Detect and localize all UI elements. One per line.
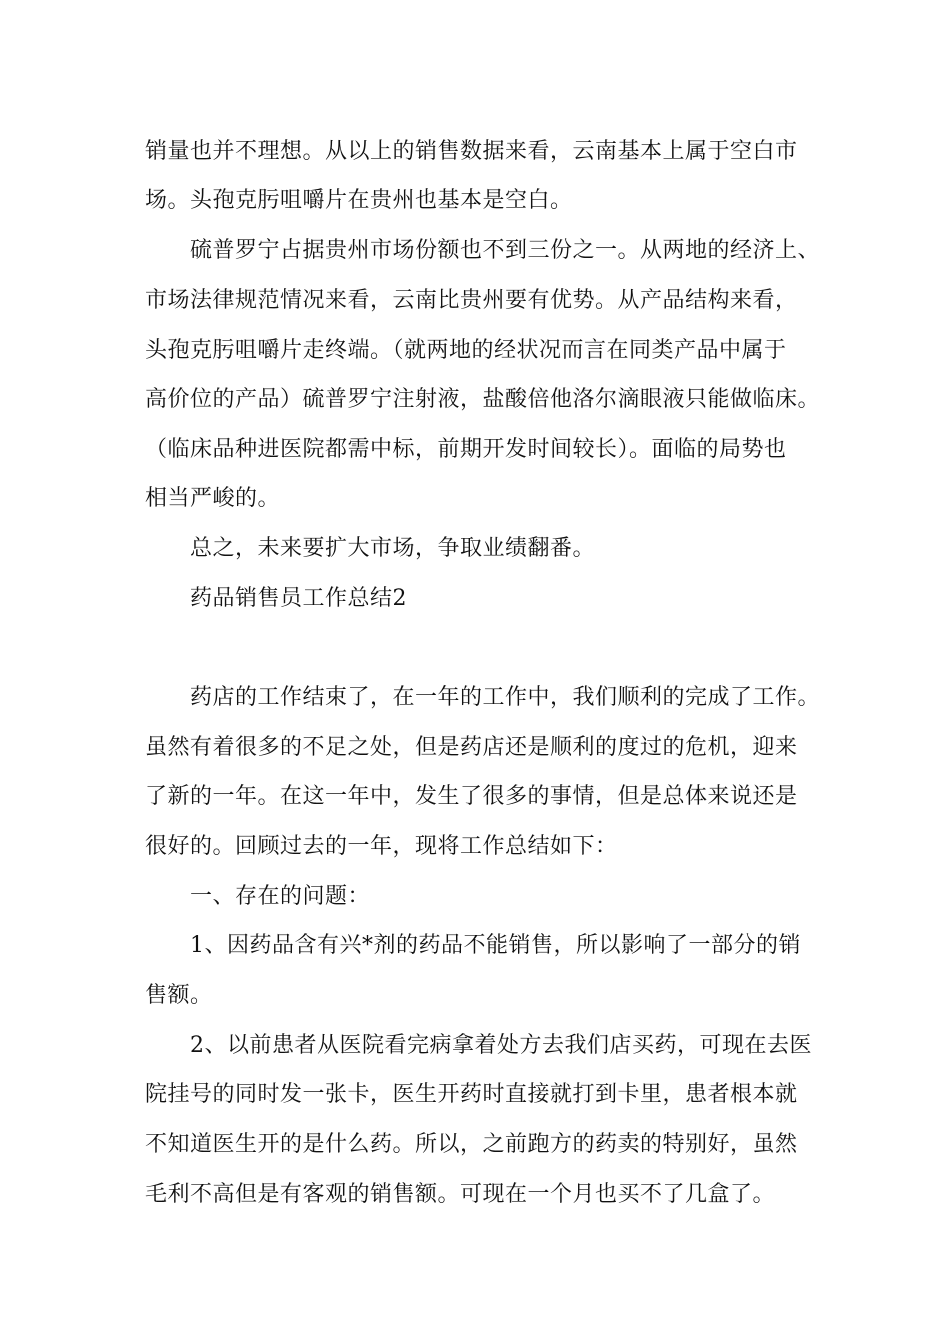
list-item-text: 2、以前患者从医院看完病拿着处方去我们店买药，可现在去医 [190,1033,812,1058]
body-text-line: 高价位的产品）硫普罗宁注射液，盐酸倍他洛尔滴眼液只能做临床。 [145,387,821,412]
list-item-text: 1、因药品含有兴*剂的药品不能销售，所以影响了一部分的销 [190,933,801,958]
list-item-text: 售额。 [145,983,213,1008]
body-text-line: 硫普罗宁占据贵州市场份额也不到三份之一。从两地的经济上、 [190,238,821,263]
body-text-line: 很好的。回顾过去的一年，现将工作总结如下： [145,834,618,859]
body-text-line: 市场法律规范情况来看，云南比贵州要有优势。从产品结构来看， [145,288,798,313]
body-text-line: 药店的工作结束了，在一年的工作中，我们顺利的完成了工作。 [190,685,821,710]
section-heading: 药品销售员工作总结2 [190,586,407,611]
list-item-text: 毛利不高但是有客观的销售额。可现在一个月也买不了几盒了。 [145,1182,776,1207]
body-text-line: 销量也并不理想。从以上的销售数据来看，云南基本上属于空白市 [145,139,798,164]
body-text-line: 头孢克肟咀嚼片走终端。（就两地的经状况而言在同类产品中属于 [145,338,787,363]
body-text-line: （临床品种进医院都需中标，前期开发时间较长）。面临的局势也 [145,437,787,462]
list-heading: 一、存在的问题： [190,884,371,909]
body-text-line: 总之，未来要扩大市场，争取业绩翻番。 [190,536,596,561]
body-text-line: 了新的一年。在这一年中，发生了很多的事情，但是总体来说还是 [145,784,798,809]
body-text-line: 虽然有着很多的不足之处，但是药店还是顺利的度过的危机，迎来 [145,735,798,760]
list-item-text: 院挂号的同时发一张卡，医生开药时直接就打到卡里，患者根本就 [145,1082,798,1107]
body-text-line: 相当严峻的。 [145,486,281,511]
body-text-line: 场。头孢克肟咀嚼片在贵州也基本是空白。 [145,188,573,213]
list-item-text: 不知道医生开的是什么药。所以，之前跑方的药卖的特别好，虽然 [145,1132,798,1157]
